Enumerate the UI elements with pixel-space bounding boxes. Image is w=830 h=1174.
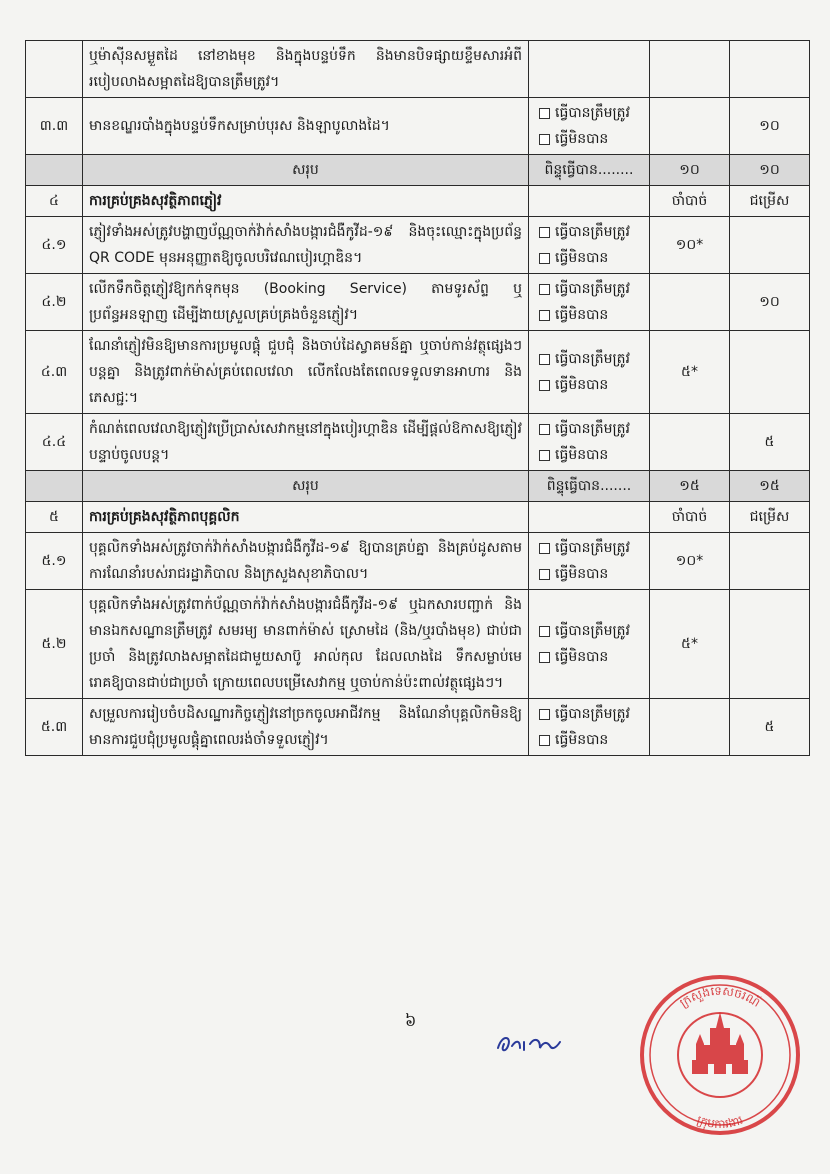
item-options: [529, 590, 650, 699]
item-options: [529, 274, 650, 331]
item-options: [529, 699, 650, 756]
required-score: [650, 699, 730, 756]
item-description: បុគ្គលិកទាំងអស់ត្រូវចាក់វ៉ាក់សាំងបង្ការជំងឺកូវីដ-១៩ ឱ្យបានគ្រប់គ្នា និងគ្រប់ដូសតាមការណែនាំរបស់រាជរដ្ឋាភិបាល និងក្រសួងសុខាភិបាល។: [83, 533, 529, 590]
item-description: ណែនាំភ្ញៀវមិនឱ្យមានការប្រមូលផ្តុំ ជួបជុំ និងចាប់ដៃស្វាគមន៍គ្នា ឬចាប់កាន់វត្ថុផ្សេងៗបន្តគ្នា និងត្រូវពាក់ម៉ាស់គ្រប់ពេលវេលា លើកលែងតែពេលទទួលទានអាហារ និងភេសជ្ជៈ។: [83, 331, 529, 414]
option-not-done-label: ធ្វើមិនបាន: [555, 649, 609, 665]
checkbox-icon[interactable]: [539, 709, 550, 720]
summary-label: សរុប: [83, 155, 529, 186]
item-number: ៥.២: [26, 590, 83, 699]
option-not-done-label: ធ្វើមិនបាន: [555, 131, 609, 147]
option-not-done[interactable]: [539, 245, 643, 271]
required-score: [650, 274, 730, 331]
option-not-done[interactable]: [539, 126, 643, 152]
official-stamp: [630, 960, 810, 1140]
checkbox-icon[interactable]: [539, 424, 550, 435]
option-done-label: ធ្វើបានត្រឹមត្រូវ: [555, 281, 630, 297]
option-done-label: ធ្វើបានត្រឹមត្រូវ: [555, 706, 630, 722]
signature: [490, 1022, 580, 1062]
item-number: ៣.៣: [26, 98, 83, 155]
checkbox-icon[interactable]: [539, 108, 550, 119]
table-row: [26, 699, 810, 756]
checkbox-icon[interactable]: [539, 354, 550, 365]
optional-score: [730, 41, 810, 98]
required-score: ១០*: [650, 217, 730, 274]
checkbox-icon[interactable]: [539, 450, 550, 461]
item-options: [529, 98, 650, 155]
item-number: [26, 41, 83, 98]
item-number: ៤.១: [26, 217, 83, 274]
item-options: [529, 217, 650, 274]
item-description: ឬម៉ាស៊ីនសម្ងួតដៃ នៅខាងមុខ និងក្នុងបន្ទប់ទឹក និងមានបិទផ្សាយខ្ទឹមសារអំពីរបៀបលាងសម្អាតដៃឱ្យបានត្រឹមត្រូវ។: [83, 41, 529, 98]
svg-text:ក្រុមការងារ: [695, 1113, 746, 1131]
summary-optional-total: ១៥: [730, 471, 810, 502]
summary-label: សរុប: [83, 471, 529, 502]
required-score: ៥*: [650, 331, 730, 414]
option-not-done-label: ធ្វើមិនបាន: [555, 250, 609, 266]
option-not-done-label: ធ្វើមិនបាន: [555, 732, 609, 748]
option-not-done[interactable]: [539, 644, 643, 670]
option-done-label: ធ្វើបានត្រឹមត្រូវ: [555, 105, 630, 121]
item-description: បុគ្គលិកទាំងអស់ត្រូវពាក់ប័ណ្ណចាក់វ៉ាក់សាំងបង្ការជំងឺកូវីដ-១៩ ឬឯកសារបញ្ជាក់ និងមានឯកសណ្ឋានត្រឹមត្រូវ សមរម្យ មានពាក់ម៉ាស់ ស្រោមដៃ (និង/ឬរបាំងមុខ) ជាប់ជាប្រចាំ និងត្រូវលាងសម្អាតដៃជាមួយសាប៊ូ អាល់កុល ដែលលាងដៃ ទឹកសម្លាប់មេរោគឱ្យបានជាប់ជាប្រចាំ ក្រោយពេលបម្រើសេវាកម្ម ឬចាប់កាន់ប៉ះពាល់វត្ថុផ្សេងៗ។: [83, 590, 529, 699]
table-row: [26, 590, 810, 699]
item-options: [529, 331, 650, 414]
item-description: លើកទឹកចិត្តភ្ញៀវឱ្យកក់ទុកមុន (Booking Service) តាមទូរស័ព្ទ ឬប្រព័ន្ធអនឡាញ ដើម្បីងាយស្រួលគ្រប់គ្រងចំនួនភ្ញៀវ។: [83, 274, 529, 331]
optional-score: [730, 331, 810, 414]
section-title: ការគ្រប់គ្រងសុវត្ថិភាពបុគ្គលិក: [83, 502, 529, 533]
option-done-label: ធ្វើបានត្រឹមត្រូវ: [555, 351, 630, 367]
optional-header: ជម្រើស: [730, 502, 810, 533]
option-done-label: ធ្វើបានត្រឹមត្រូវ: [555, 421, 630, 437]
item-number: ៥.១: [26, 533, 83, 590]
table-row: [26, 274, 810, 331]
table-row: [26, 217, 810, 274]
checkbox-icon[interactable]: [539, 543, 550, 554]
option-not-done-label: ធ្វើមិនបាន: [555, 566, 609, 582]
section-title: ការគ្រប់គ្រងសុវត្ថិភាពភ្ញៀវ: [83, 186, 529, 217]
optional-score: ១០: [730, 274, 810, 331]
summary-required-total: ១៥: [650, 471, 730, 502]
item-options: [529, 41, 650, 98]
item-options: [529, 533, 650, 590]
stamp-top-text: ក្រសួងទេសចរណ៍: [677, 983, 763, 1010]
item-number: ៤.៣: [26, 331, 83, 414]
item-options: [529, 414, 650, 471]
optional-score: [730, 533, 810, 590]
checkbox-icon[interactable]: [539, 380, 550, 391]
required-score: ១០*: [650, 533, 730, 590]
option-not-done[interactable]: [539, 442, 643, 468]
option-done[interactable]: [539, 618, 643, 644]
item-description: សម្រួលការរៀបចំបដិសណ្ឋារកិច្ចភ្ញៀវនៅច្រកចូលអាជីវកម្ម និងណែនាំបុគ្គលិកមិនឱ្យមានការជួបជុំប្រមូលផ្តុំគ្នាពេលរង់ចាំទទួលភ្ញៀវ។: [83, 699, 529, 756]
summary-score-field: ពិន្ទុធ្វើបាន........: [529, 155, 650, 186]
option-not-done-label: ធ្វើមិនបាន: [555, 377, 609, 393]
table-row: [26, 331, 810, 414]
option-done[interactable]: [539, 535, 643, 561]
optional-header: ជម្រើស: [730, 186, 810, 217]
optional-score: ៥: [730, 414, 810, 471]
summary-row: [26, 155, 810, 186]
page-number: ៦: [405, 1011, 417, 1030]
optional-score: ៥: [730, 699, 810, 756]
option-not-done-label: ធ្វើមិនបាន: [555, 307, 609, 323]
checkbox-icon[interactable]: [539, 310, 550, 321]
option-done[interactable]: [539, 416, 643, 442]
checklist-table: [25, 40, 810, 756]
option-not-done-label: ធ្វើមិនបាន: [555, 447, 609, 463]
option-not-done[interactable]: [539, 372, 643, 398]
option-not-done[interactable]: [539, 561, 643, 587]
checkbox-icon[interactable]: [539, 227, 550, 238]
section-number: ៥: [26, 502, 83, 533]
item-number: ៤.៤: [26, 414, 83, 471]
section-number: ៤: [26, 186, 83, 217]
required-header: ចាំបាច់: [650, 186, 730, 217]
checkbox-icon[interactable]: [539, 284, 550, 295]
table-row: [26, 41, 810, 98]
option-done[interactable]: [539, 100, 643, 126]
checkbox-icon[interactable]: [539, 652, 550, 663]
table-row: [26, 414, 810, 471]
required-score: [650, 414, 730, 471]
table-row: [26, 533, 810, 590]
option-done[interactable]: [539, 701, 643, 727]
section-header-row: [26, 502, 810, 533]
optional-score: ១០: [730, 98, 810, 155]
option-not-done[interactable]: [539, 727, 643, 753]
option-not-done[interactable]: [539, 302, 643, 328]
table-row: [26, 98, 810, 155]
option-done[interactable]: [539, 219, 643, 245]
checkbox-icon[interactable]: [539, 253, 550, 264]
required-score: [650, 98, 730, 155]
item-description: ភ្ញៀវទាំងអស់ត្រូវបង្ហាញប័ណ្ណចាក់វ៉ាក់សាំងបង្ការជំងឺកូវីដ-១៩ និងចុះឈ្មោះក្នុងប្រព័ន្ធ QR CODE មុនអនុញ្ញាតឱ្យចូលបរិវេណបៀរហ្គាឌិន។: [83, 217, 529, 274]
summary-optional-total: ១០: [730, 155, 810, 186]
required-header: ចាំបាច់: [650, 502, 730, 533]
option-done-label: ធ្វើបានត្រឹមត្រូវ: [555, 540, 630, 556]
summary-score-field: ពិន្ទុធ្វើបាន.......: [529, 471, 650, 502]
section-header-row: [26, 186, 810, 217]
checkbox-icon[interactable]: [539, 569, 550, 580]
item-number: ៤.២: [26, 274, 83, 331]
required-score: [650, 41, 730, 98]
required-score: ៥*: [650, 590, 730, 699]
option-done-label: ធ្វើបានត្រឹមត្រូវ: [555, 623, 630, 639]
summary-row: [26, 471, 810, 502]
checkbox-icon[interactable]: [539, 134, 550, 145]
option-done-label: ធ្វើបានត្រឹមត្រូវ: [555, 224, 630, 240]
item-number: ៥.៣: [26, 699, 83, 756]
optional-score: [730, 590, 810, 699]
optional-score: [730, 217, 810, 274]
item-description: កំណត់ពេលវេលាឱ្យភ្ញៀវប្រើប្រាស់សេវាកម្មនៅក្នុងបៀរហ្គាឌិន ដើម្បីផ្តល់ឱកាសឱ្យភ្ញៀវបន្ទាប់ចូលបន្ត។: [83, 414, 529, 471]
option-done[interactable]: [539, 346, 643, 372]
checkbox-icon[interactable]: [539, 735, 550, 746]
option-done[interactable]: [539, 276, 643, 302]
summary-required-total: ១០: [650, 155, 730, 186]
svg-text:ក្រសួងទេសចរណ៍: [677, 984, 763, 1010]
item-description: មានខណ្ឌរបាំងក្នុងបន្ទប់ទឹកសម្រាប់បុរស និងឡាបូលាងដៃ។: [83, 98, 529, 155]
checkbox-icon[interactable]: [539, 626, 550, 637]
stamp-bottom-text: ក្រុមការងារ: [695, 1112, 746, 1132]
